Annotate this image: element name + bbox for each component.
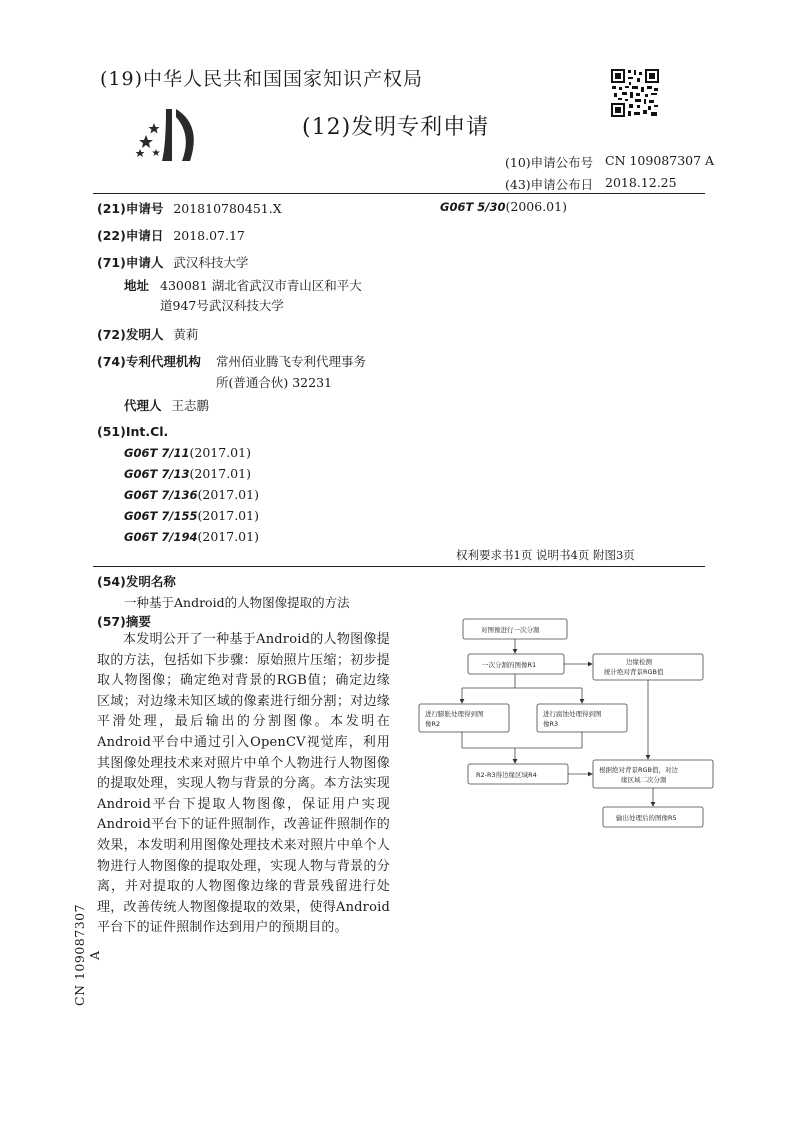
flow-text-second-segment-2: 缘区域二次分割: [621, 776, 667, 784]
flow-text-erode: 进行腐蚀处理得到图: [543, 710, 602, 718]
application-date-label: (22)申请日: [97, 228, 164, 243]
title-label: (54)发明名称: [97, 574, 176, 589]
agent-field: [124, 396, 209, 414]
agency-line-1: 常州佰业腾飞专利代理事务: [216, 354, 367, 369]
flow-text-second-segment: 根据绝对背景RGB值，对边: [599, 766, 679, 774]
flow-text-r2: 像R2: [425, 720, 441, 728]
main-ipc-version: (2006.01): [505, 199, 567, 214]
applicant-label: (71)申请人: [97, 255, 164, 270]
side-publication-number: CN 109087307 A: [72, 903, 102, 1007]
ipc-version: (2017.01): [197, 508, 259, 523]
applicant-field: [97, 253, 248, 271]
ipc-entry: [124, 529, 259, 544]
ipc-version: (2017.01): [189, 445, 251, 460]
address-line-1: 430081 湖北省武汉市青山区和平大: [160, 278, 362, 293]
publication-date-label: (43)申请公布日: [505, 177, 594, 192]
abstract-body: [97, 630, 390, 939]
publication-date: 2018.12.25: [605, 175, 677, 190]
flow-text-segment: 对图像进行一次分割: [481, 626, 540, 634]
application-number-label: (21)申请号: [97, 201, 164, 216]
application-number: 201810780451.X: [173, 201, 282, 216]
publication-number-label: (10)申请公布号: [505, 155, 594, 170]
agent-label: 代理人: [124, 398, 162, 413]
inventor-field: [97, 325, 198, 343]
main-ipc-code: G06T 5/30: [440, 200, 506, 214]
method-flowchart: [416, 612, 726, 832]
document-kind: (12)发明专利申请: [302, 115, 490, 140]
agency-line-2: 所(普通合伙) 32231: [216, 375, 332, 390]
inventor-label: (72)发明人: [97, 327, 164, 342]
application-number-field: [97, 199, 282, 217]
flow-text-rgb-stats: 统计绝对背景RGB值: [604, 668, 664, 676]
ipc-entry: [124, 487, 259, 502]
ipc-code: G06T 7/11: [124, 446, 190, 460]
publication-number: CN 109087307 A: [605, 153, 715, 168]
biblio-divider: [93, 566, 705, 567]
inventor: 黄莉: [173, 327, 199, 342]
ipc-version: (2017.01): [197, 529, 259, 544]
office-name: (19)中华人民共和国国家知识产权局: [100, 68, 424, 90]
address-line-2: 道947号武汉科技大学: [160, 298, 284, 313]
ipc-entry: [124, 466, 251, 481]
flow-text-r3: 像R3: [543, 720, 559, 728]
flow-text-output: 输出处理后的图像R5: [616, 814, 677, 822]
ipc-code: G06T 7/155: [124, 509, 198, 523]
agent: 王志鹏: [171, 398, 210, 413]
application-date: 2018.07.17: [173, 228, 245, 243]
flow-text-edge-region: R2-R3得边缘区域R4: [476, 771, 537, 779]
ipc-version: (2017.01): [189, 466, 251, 481]
ipc-entry: [124, 445, 251, 460]
address-label: 地址: [124, 278, 150, 293]
flow-text-r1: 一次分割的图像R1: [482, 661, 537, 669]
qr-code-icon: [610, 68, 660, 118]
page-counts: 权利要求书1页 说明书4页 附图3页: [456, 548, 635, 562]
flow-text-dilate: 进行膨胀处理得到图: [425, 710, 484, 718]
agency-label: (74)专利代理机构: [97, 354, 201, 369]
ipc-code: G06T 7/194: [124, 530, 198, 544]
invention-title: 一种基于Android的人物图像提取的方法: [124, 595, 350, 610]
abstract-label: (57)摘要: [97, 614, 151, 629]
abstract-text: 本发明公开了一种基于Android的人物图像提取的方法，包括如下步骤：原始照片压缩；初步提取人物图像；确定绝对背景的RGB值；确定边缘区域；对边缘未知区域的像素进行细分割；对边缘平滑处理，最后输出的分割图像。本发明在Android平台中通过引入OpenCV视觉库，利用其图像处理技术来对照片中单个人物进行人物图像的提取处理，实现人物与背景的分离。本方法实现Android平台下提取人物图像，保证用户实现Android平台下的证件照制作，改善证件照制作的效果，本发明利用图像处理技术来对照片中单个人物进行人物图像的提取处理，实现人物与背景的分离，并对提取的人物图像边缘的背景残留进行处理，改善传统人物图像提取的效果，使得Android平台下的证件照制作达到用户的预期目的。: [97, 632, 390, 936]
main-ipc: [440, 199, 567, 214]
ipc-code: G06T 7/136: [124, 488, 198, 502]
int-cl-label: (51)Int.Cl.: [97, 424, 169, 439]
flow-text-edge-detect: 边缘检测: [626, 658, 652, 666]
application-date-field: [97, 226, 245, 244]
ipc-code: G06T 7/13: [124, 467, 190, 481]
header-divider: [93, 193, 705, 194]
applicant: 武汉科技大学: [173, 255, 249, 270]
ipc-version: (2017.01): [197, 487, 259, 502]
ipc-entry: [124, 508, 259, 523]
cnipa-logo-icon: [132, 105, 212, 165]
